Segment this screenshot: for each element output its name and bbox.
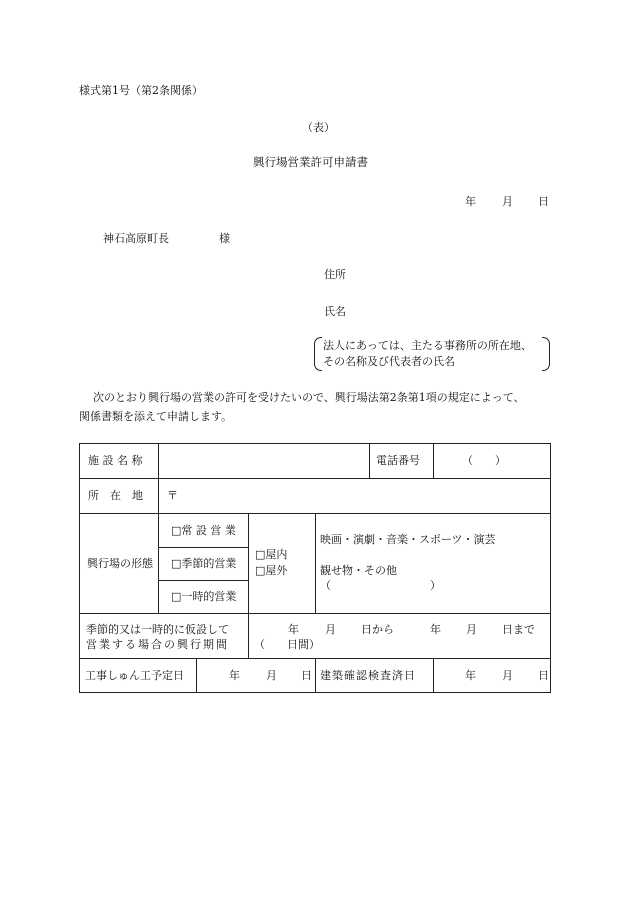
postal-mark: 〒: [167, 489, 178, 502]
genre-line3: （ ）: [320, 579, 441, 592]
phone-placeholder: （ ）: [462, 454, 506, 467]
applicant-name-label: 氏名: [324, 305, 346, 318]
facility-name-label: 施 設 名 称: [88, 454, 143, 467]
period-year-end: 年: [430, 623, 441, 636]
statement-line2: 関係書類を添えて申請します。: [79, 410, 233, 423]
construction-label: 工事しゅん工予定日: [85, 669, 184, 682]
right-bracket: [542, 337, 550, 371]
construction-year: 年: [229, 669, 240, 682]
period-day-until: 日まで: [502, 623, 535, 636]
statement-line1: 次のとおり興行場の営業の許可を受けたいので、興行場法第2条第1項の規定によって、: [93, 391, 525, 404]
operation-temporary[interactable]: □一時的営業: [171, 590, 237, 603]
form-type-label: 興行場の形態: [87, 557, 153, 570]
inspection-day: 日: [538, 669, 549, 682]
operation-permanent[interactable]: □常 設 営 業: [171, 524, 236, 537]
date-day-label: 日: [538, 195, 549, 208]
applicant-address-label: 住所: [324, 268, 346, 281]
date-year-label: 年: [465, 195, 476, 208]
period-days: （ 日間）: [254, 638, 320, 651]
operation-seasonal[interactable]: □季節的営業: [171, 557, 237, 570]
period-month-end: 月: [466, 623, 477, 636]
period-year: 年: [288, 623, 299, 636]
addressee-honorific: 様: [219, 232, 230, 245]
corporate-note-line1: 法人にあっては、主たる事務所の所在地、: [323, 339, 532, 352]
venue-outdoor[interactable]: □屋外: [255, 564, 288, 577]
period-day-from: 日から: [361, 623, 394, 636]
corporate-note-line2: その名称及び代表者の氏名: [323, 355, 455, 368]
inspection-year: 年: [465, 669, 476, 682]
application-table: [79, 443, 551, 693]
addressee-name: 神石高原町長: [103, 232, 169, 245]
inspection-month: 月: [502, 669, 513, 682]
left-bracket: [314, 337, 322, 371]
location-label: 所 在 地: [88, 489, 143, 502]
side-label: （表）: [302, 121, 335, 134]
venue-indoor[interactable]: □屋内: [255, 548, 288, 561]
period-month: 月: [325, 623, 336, 636]
form-number: 様式第1号（第2条関係）: [79, 84, 203, 97]
genre-line2: 観せ物・その他: [320, 564, 397, 577]
period-label-line2: 営業する場合の興行期間: [86, 638, 229, 651]
period-label-line1: 季節的又は一時的に仮設して: [86, 623, 229, 636]
date-month-label: 月: [502, 195, 513, 208]
document-title: 興行場営業許可申請書: [253, 155, 368, 169]
construction-day: 日: [301, 669, 312, 682]
genre-line1: 映画・演劇・音楽・スポーツ・演芸: [320, 533, 496, 546]
inspection-label: 建築確認検査済日: [320, 669, 416, 682]
phone-label: 電話番号: [376, 454, 420, 467]
construction-month: 月: [266, 669, 277, 682]
corporate-note: [314, 337, 550, 371]
